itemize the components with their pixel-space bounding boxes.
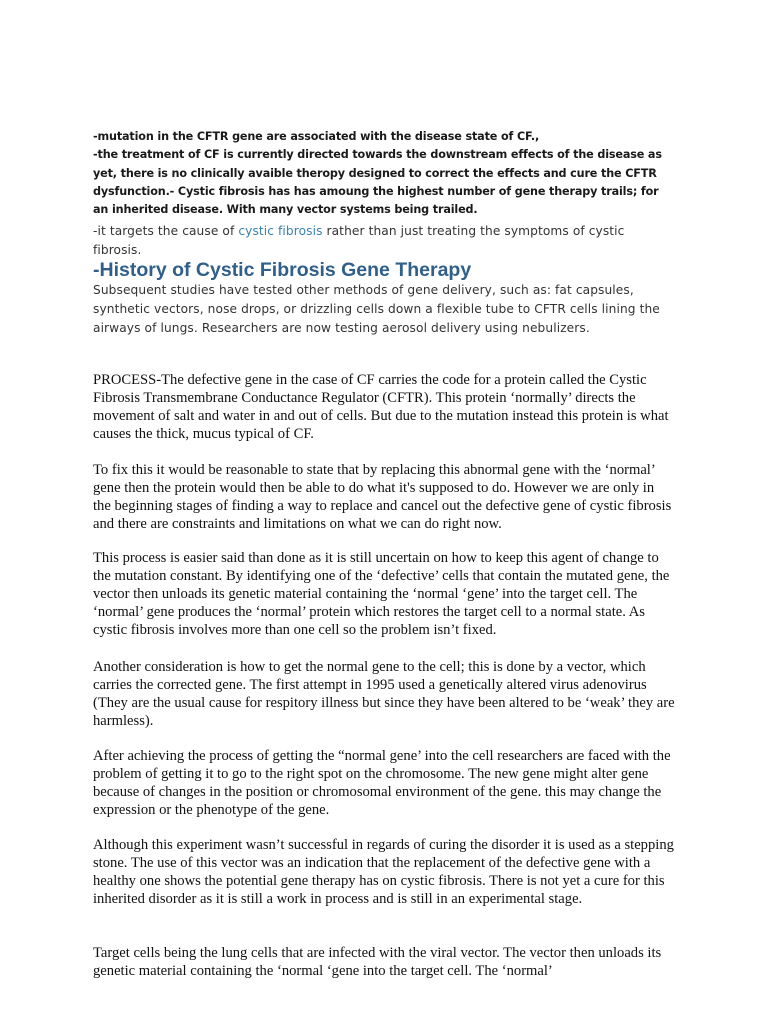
cystic-fibrosis-link[interactable]: cystic fibrosis [238,224,323,238]
paragraph-text: After achieving the process of getting the “normal gene’ into the cell researchers are faced with the problem of getting it to go to the right spot on the chromosome. The new gene might alter gene because of changes in the position or chromosomal environment of the gene. this may change the expression or the phenotype of the gene. [93,748,671,818]
targets-cause-line [93,222,675,260]
history-paragraph [93,281,675,338]
history-paragraph-text: Subsequent studies have tested other methods of gene delivery, such as: fat capsules, synthetic vectors, nose drops, or drizzling cells down a flexible tube to CFTR cells lining the airways of lungs. Researchers are now testing aerosol delivery using nebulizers. [93,283,660,335]
paragraph-fix [93,461,675,533]
paragraph-chromosome [93,747,675,819]
targets-cause-text: -it targets the cause of [93,224,239,238]
paragraph-vector [93,658,675,730]
paragraph-text: To fix this it would be reasonable to state that by replacing this abnormal gene with the ‘normal’ gene then the protein would then be able to do what it's supposed to do. However we are only in the beginning stages of finding a way to replace and cancel out the defective gene of cystic fibrosis and there are constraints and limitations on what we can do right now. [93,462,672,532]
targets-cause-text-end: rather than just treating the symptoms of cystic fibrosis. [93,224,625,257]
bold-notes [93,128,675,219]
paragraph-text: This process is easier said than done as it is still uncertain on how to keep this agent of change to the mutation constant. By identifying one of the ‘defective’ cells that contain the mutated gene, the vector then unloads its genetic material containing the ‘normal ‘gene’ into the target cell. The ‘normal’ gene produces the ‘normal’ protein which restores the target cell to a normal state. As cystic fibrosis involves more than one cell so the problem isn’t fixed. [93,550,670,638]
paragraph-uncertain [93,549,675,639]
paragraph-process [93,371,675,443]
paragraph-text: Target cells being the lung cells that are infected with the viral vector. The vector then unloads its genetic material containing the ‘normal ‘gene into the target cell. The ‘normal’ [93,945,662,979]
paragraph-experiment [93,836,675,908]
paragraph-text: Another consideration is how to get the normal gene to the cell; this is done by a vector, which carries the corrected gene. The first attempt in 1995 used a genetically altered virus adenovirus (They are the usual cause for respitory illness but since they have been altered to be ‘weak’ they are harmless). [93,659,675,729]
note-treatment: -the treatment of CF is currently directed towards the downstream effects of the disease as yet, there is no clinically avaible theropy designed to correct the effects and cure the CFTR dysfunction.- Cystic fibrosis has has amoung the highest number of gene therapy trails; for an inherited disease. With many vector systems being trailed. [93,148,662,217]
paragraph-text: PROCESS-The defective gene in the case of CF carries the code for a protein called the Cystic Fibrosis Transmembrane Conductance Regulator (CFTR). This protein ‘normally’ directs the movement of salt and water in and out of cells. But due to the mutation instead this protein is what causes the thick, mucus typical of CF. [93,372,669,442]
paragraph-text: Although this experiment wasn’t successful in regards of curing the disorder it is used as a stepping stone. The use of this vector was an indication that the replacement of the defective gene with a healthy one shows the potential gene therapy has on cystic fibrosis. There is not yet a cure for this inherited disorder as it is still a work in process and is still in an experimental stage. [93,837,674,907]
paragraph-target-cells [93,944,675,980]
history-heading: -History of Cystic Fibrosis Gene Therapy [93,259,472,281]
note-mutation: -mutation in the CFTR gene are associated with the disease state of CF., [93,130,540,143]
